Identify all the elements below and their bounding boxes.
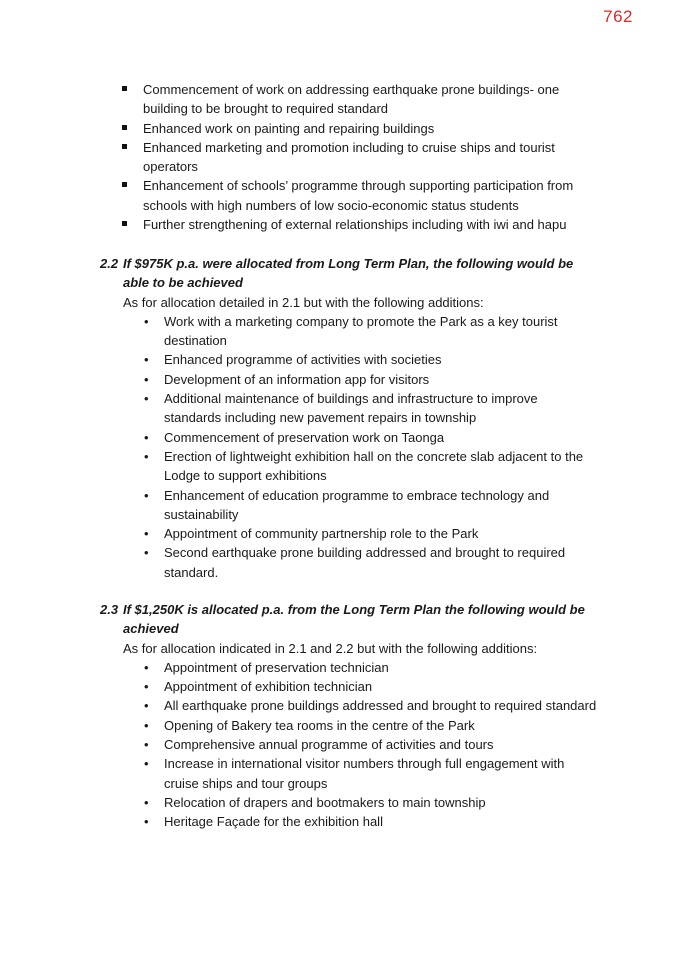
list-item	[143, 677, 598, 696]
list-item	[143, 389, 598, 428]
list-item	[143, 754, 598, 793]
list-item-text: Appointment of preservation technician	[164, 659, 389, 675]
list-item	[143, 370, 598, 389]
square-bullet-icon	[122, 144, 127, 149]
list-item	[143, 428, 598, 447]
page-number: 762	[603, 7, 633, 26]
round-bullet-icon: •	[144, 717, 149, 733]
section-heading	[100, 600, 600, 639]
list-item	[143, 447, 598, 486]
list-item-text: Heritage Façade for the exhibition hall	[164, 814, 383, 830]
list-item-text: Opening of Bakery tea rooms in the centre of the Park	[164, 717, 475, 733]
list-item	[120, 138, 600, 177]
round-bullet-icon: •	[144, 794, 149, 810]
list-item	[120, 215, 600, 234]
list-item-text: Erection of lightweight exhibition hall on the concrete slab adjacent to the Lodge to support exhibitions	[164, 448, 584, 484]
list-item-text: Comprehensive annual programme of activities and tours	[164, 737, 494, 753]
list-item-text: Commencement of work on addressing earthquake prone buildings- one building to be brought to required standard	[143, 82, 560, 117]
list-item-text: Development of an information app for visitors	[164, 371, 430, 387]
list-item-text: Enhanced work on painting and repairing buildings	[143, 120, 435, 136]
list-item	[143, 486, 598, 525]
list-item	[143, 543, 598, 582]
section-2-2	[100, 254, 600, 582]
round-bullet-icon: •	[144, 448, 149, 464]
round-bullet-icon: •	[144, 737, 149, 753]
list-item	[143, 312, 598, 351]
round-bullet-icon: •	[144, 313, 149, 329]
round-bullet-icon: •	[144, 526, 149, 542]
list-item	[120, 80, 600, 119]
list-item-text: Work with a marketing company to promote the Park as a key tourist destination	[164, 313, 558, 349]
square-bullet-icon	[122, 221, 127, 226]
round-bullet-icon: •	[144, 756, 149, 772]
round-bullet-icon: •	[144, 659, 149, 675]
round-bullet-icon: •	[144, 371, 149, 387]
section-intro: As for allocation detailed in 2.1 but with the following additions:	[123, 294, 484, 310]
section-heading-text: If $1,250K is allocated p.a. from the Long Term Plan the following would be achieved	[123, 602, 585, 637]
list-item	[120, 176, 600, 215]
list-item-text: Enhanced programme of activities with societies	[164, 352, 442, 368]
list-item-text: Relocation of drapers and bootmakers to main township	[164, 794, 486, 810]
list-item	[143, 696, 598, 715]
list-item	[143, 735, 598, 754]
square-bullet-icon	[122, 182, 127, 187]
square-bullet-icon	[122, 86, 127, 91]
list-item-text: Further strengthening of external relationships including with iwi and hapu	[143, 217, 567, 233]
round-bullet-icon: •	[144, 814, 149, 830]
round-bullet-icon: •	[144, 352, 149, 368]
list-item	[143, 716, 598, 735]
section-2-3	[100, 600, 600, 832]
top-bullet-list	[120, 80, 600, 234]
square-bullet-icon	[122, 125, 127, 130]
list-item-text: Appointment of community partnership role to the Park	[164, 526, 479, 542]
section-number: 2.3	[100, 602, 119, 617]
list-item	[143, 658, 598, 677]
list-item	[120, 119, 600, 138]
round-bullet-icon: •	[144, 545, 149, 561]
round-bullet-icon: •	[144, 429, 149, 445]
list-item-text: Increase in international visitor numbers through full engagement with cruise ships and tour groups	[164, 756, 565, 791]
list-item	[143, 350, 598, 369]
list-item	[143, 812, 598, 831]
list-item	[143, 524, 598, 543]
list-item-text: Enhancement of schools’ programme through supporting participation from schools with high numbers of low socio-economic status students	[143, 178, 574, 213]
list-item-text: Appointment of exhibition technician	[164, 679, 373, 695]
section-2-3-list	[143, 658, 598, 832]
list-item-text: Additional maintenance of buildings and infrastructure to improve standards including new pavement repairs in township	[164, 391, 538, 426]
list-item-text: Second earthquake prone building addressed and brought to required standard.	[164, 545, 566, 580]
list-item	[143, 793, 598, 812]
section-intro: As for allocation indicated in 2.1 and 2.2 but with the following additions:	[123, 640, 538, 656]
round-bullet-icon: •	[144, 487, 149, 503]
list-item-text: All earthquake prone buildings addressed and brought to required standard	[164, 698, 597, 714]
round-bullet-icon: •	[144, 391, 149, 407]
round-bullet-icon: •	[144, 679, 149, 695]
section-heading	[100, 254, 600, 293]
section-heading-text: If $975K p.a. were allocated from Long Term Plan, the following would be able to be achieved	[123, 256, 574, 291]
section-2-2-list	[143, 312, 598, 582]
round-bullet-icon: •	[144, 698, 149, 714]
section-number: 2.2	[100, 256, 119, 271]
list-item-text: Enhanced marketing and promotion including to cruise ships and tourist operators	[143, 139, 555, 175]
list-item-text: Commencement of preservation work on Taonga	[164, 429, 445, 445]
list-item-text: Enhancement of education programme to embrace technology and sustainability	[164, 487, 550, 522]
